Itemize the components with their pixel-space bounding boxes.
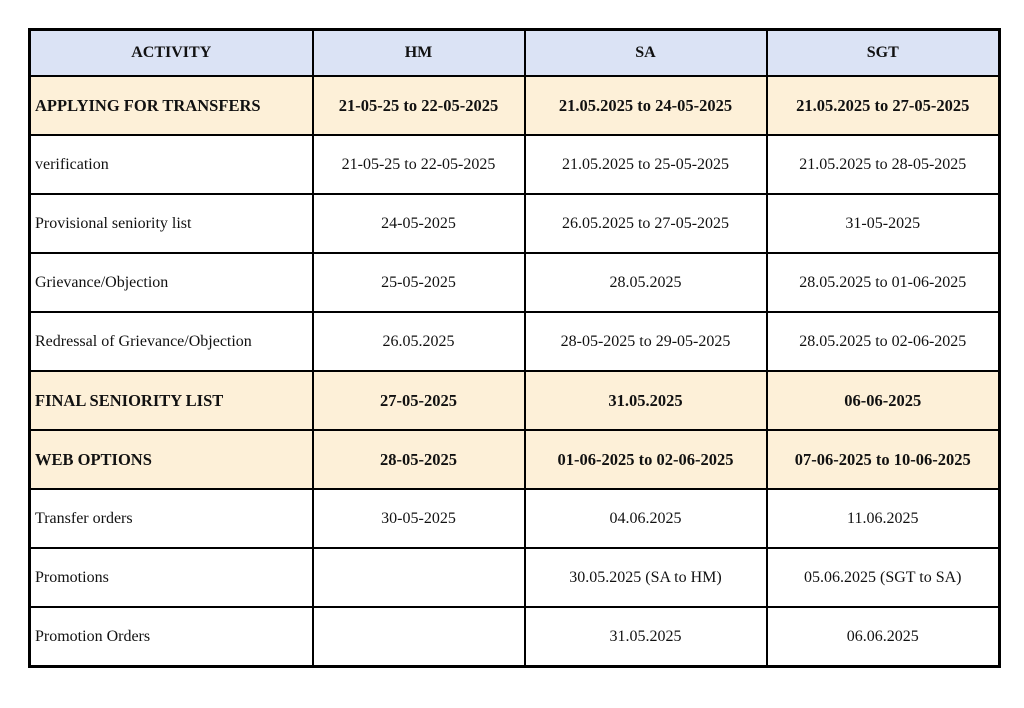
cell-activity: WEB OPTIONS [30, 430, 313, 489]
cell-sa: 30.05.2025 (SA to HM) [525, 548, 767, 607]
cell-activity: Transfer orders [30, 489, 313, 548]
cell-activity: Promotions [30, 548, 313, 607]
cell-sgt: 06-06-2025 [767, 371, 1000, 430]
table-row [30, 607, 1000, 667]
cell-sa: 01-06-2025 to 02-06-2025 [525, 430, 767, 489]
cell-hm: 28-05-2025 [313, 430, 525, 489]
cell-activity: Grievance/Objection [30, 253, 313, 312]
cell-hm: 26.05.2025 [313, 312, 525, 371]
table-row [30, 548, 1000, 607]
cell-hm: 21-05-25 to 22-05-2025 [313, 135, 525, 194]
cell-sa: 21.05.2025 to 25-05-2025 [525, 135, 767, 194]
cell-sa: 04.06.2025 [525, 489, 767, 548]
cell-sgt: 07-06-2025 to 10-06-2025 [767, 430, 1000, 489]
cell-sgt: 06.06.2025 [767, 607, 1000, 667]
table-row [30, 371, 1000, 430]
header-row [30, 30, 1000, 77]
header-hm: HM [313, 30, 525, 77]
cell-sgt: 11.06.2025 [767, 489, 1000, 548]
table-row [30, 135, 1000, 194]
table-row [30, 76, 1000, 135]
table-row [30, 489, 1000, 548]
header-sgt: SGT [767, 30, 1000, 77]
table-header [30, 30, 1000, 77]
table-body [30, 76, 1000, 667]
cell-sa: 31.05.2025 [525, 607, 767, 667]
cell-hm [313, 607, 525, 667]
cell-sa: 21.05.2025 to 24-05-2025 [525, 76, 767, 135]
cell-hm: 24-05-2025 [313, 194, 525, 253]
cell-sgt: 28.05.2025 to 02-06-2025 [767, 312, 1000, 371]
transfer-schedule-table [28, 28, 1001, 668]
cell-sgt: 05.06.2025 (SGT to SA) [767, 548, 1000, 607]
cell-activity: Promotion Orders [30, 607, 313, 667]
cell-hm: 25-05-2025 [313, 253, 525, 312]
table-row [30, 430, 1000, 489]
cell-sgt: 28.05.2025 to 01-06-2025 [767, 253, 1000, 312]
table-row [30, 194, 1000, 253]
cell-activity: verification [30, 135, 313, 194]
table-row [30, 312, 1000, 371]
cell-sgt: 21.05.2025 to 27-05-2025 [767, 76, 1000, 135]
table-row [30, 253, 1000, 312]
header-sa: SA [525, 30, 767, 77]
cell-sa: 31.05.2025 [525, 371, 767, 430]
cell-sa: 28-05-2025 to 29-05-2025 [525, 312, 767, 371]
cell-activity: Provisional seniority list [30, 194, 313, 253]
cell-hm [313, 548, 525, 607]
cell-hm: 30-05-2025 [313, 489, 525, 548]
cell-sa: 26.05.2025 to 27-05-2025 [525, 194, 767, 253]
cell-activity: Redressal of Grievance/Objection [30, 312, 313, 371]
cell-sa: 28.05.2025 [525, 253, 767, 312]
header-activity: ACTIVITY [30, 30, 313, 77]
cell-hm: 27-05-2025 [313, 371, 525, 430]
cell-sgt: 31-05-2025 [767, 194, 1000, 253]
cell-sgt: 21.05.2025 to 28-05-2025 [767, 135, 1000, 194]
cell-hm: 21-05-25 to 22-05-2025 [313, 76, 525, 135]
cell-activity: APPLYING FOR TRANSFERS [30, 76, 313, 135]
cell-activity: FINAL SENIORITY LIST [30, 371, 313, 430]
